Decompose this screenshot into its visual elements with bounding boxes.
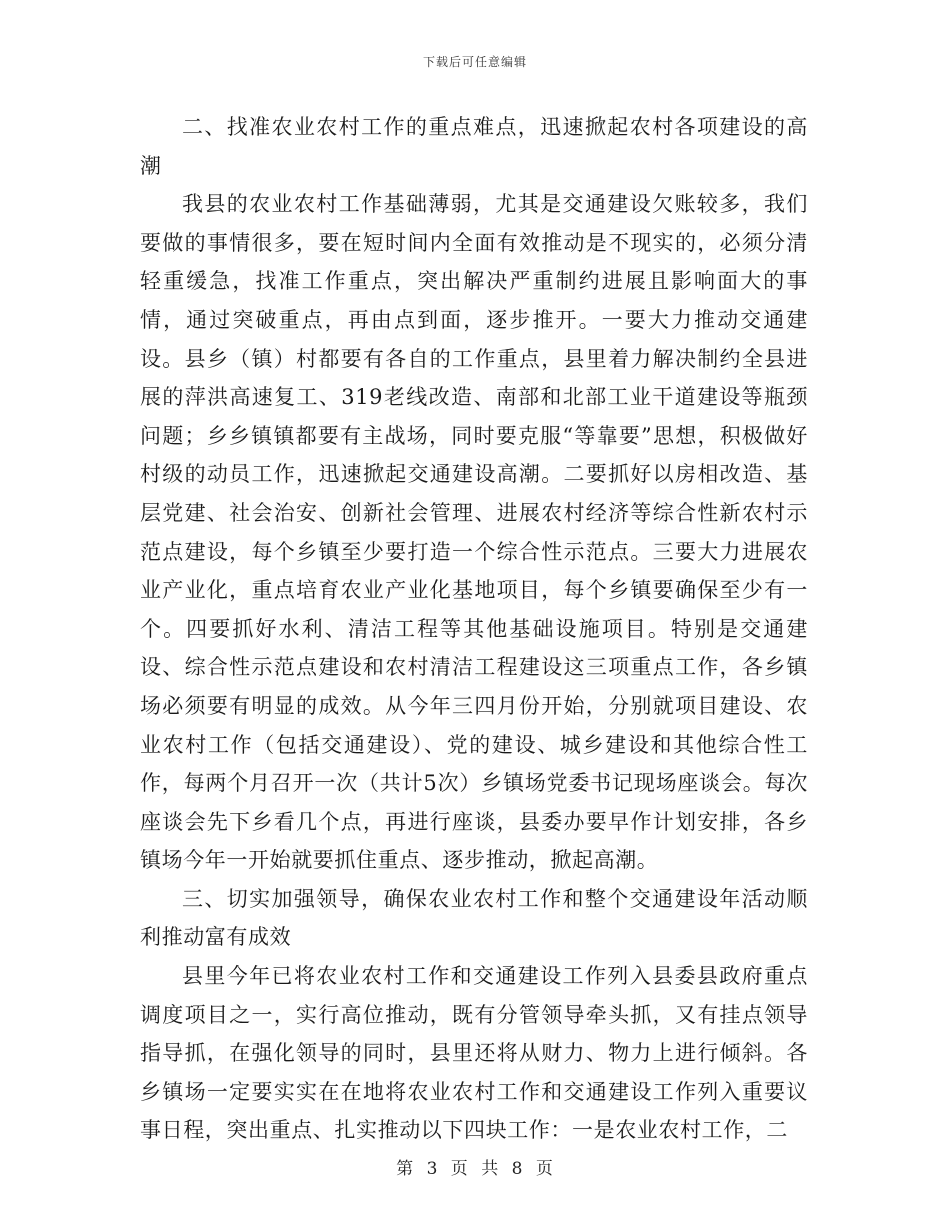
body-paragraph: 我县的农业农村工作基础薄弱，尤其是交通建设欠账较多，我们要做的事情很多，要在短时间内全面有效推动是不现实的，必须分清轻重缓急，找准工作重点，突出解决严重制约进展且影响面大的事情，通过突破重点，再由点到面，逐步推开。一要大力推动交通建设。县乡（镇）村都要有各自的工作重点，县里着力解决制约全县进展的萍洪高速复工、319老线改造、南部和北部工业干道建设等瓶颈问题；乡乡镇镇都要有主战场，同时要克服“等靠要”思想，积极做好村级的动员工作，迅速掀起交通建设高潮。二要抓好以房相改造、基层党建、社会治安、创新社会管理、进展农村经济等综合性新农村示范点建设，每个乡镇至少要打造一个综合性示范点。三要大力进展农业产业化，重点培育农业产业化基地项目，每个乡镇要确保至少有一个。四要抓好水利、清洁工程等其他基础设施项目。特别是交通建设、综合性示范点建设和农村清洁工程建设这三项重点工作，各乡镇场必须要有明显的成效。从今年三四月份开始，分别就项目建设、农业农村工作（包括交通建设）、党的建设、城乡建设和其他综合性工作，每两个月召开一次（共计5次）乡镇场党委书记现场座谈会。每次座谈会先下乡看几个点，再进行座谈，县委办要早作计划安排，各乡镇场今年一开始就要抓住重点、逐步推动，掀起高潮。 (140, 192, 808, 873)
section-heading-two: 二、找准农业农村工作的重点难点，迅速掀起农村各项建设的高潮 (140, 115, 808, 178)
page-number: 第 3 页 共 8 页 (396, 1159, 554, 1179)
body-paragraph: 县里今年已将农业农村工作和交通建设工作列入县委县政府重点调度项目之一，实行高位推动，既有分管领导牵头抓，又有挂点领导指导抓，在强化领导的同时，县里还将从财力、物力上进行倾斜。各乡镇场一定要实实在在地将农业农村工作和交通建设工作列入重要议事日程，突出重点、扎实推动以下四块工作：一是农业农村工作，二 (140, 964, 808, 1143)
section-heading-three: 三、切实加强领导，确保农业农村工作和整个交通建设年活动顺利推动富有成效 (140, 886, 808, 950)
page-header-note: 下载后可任意编辑 (422, 55, 527, 69)
document-body (140, 108, 808, 1150)
